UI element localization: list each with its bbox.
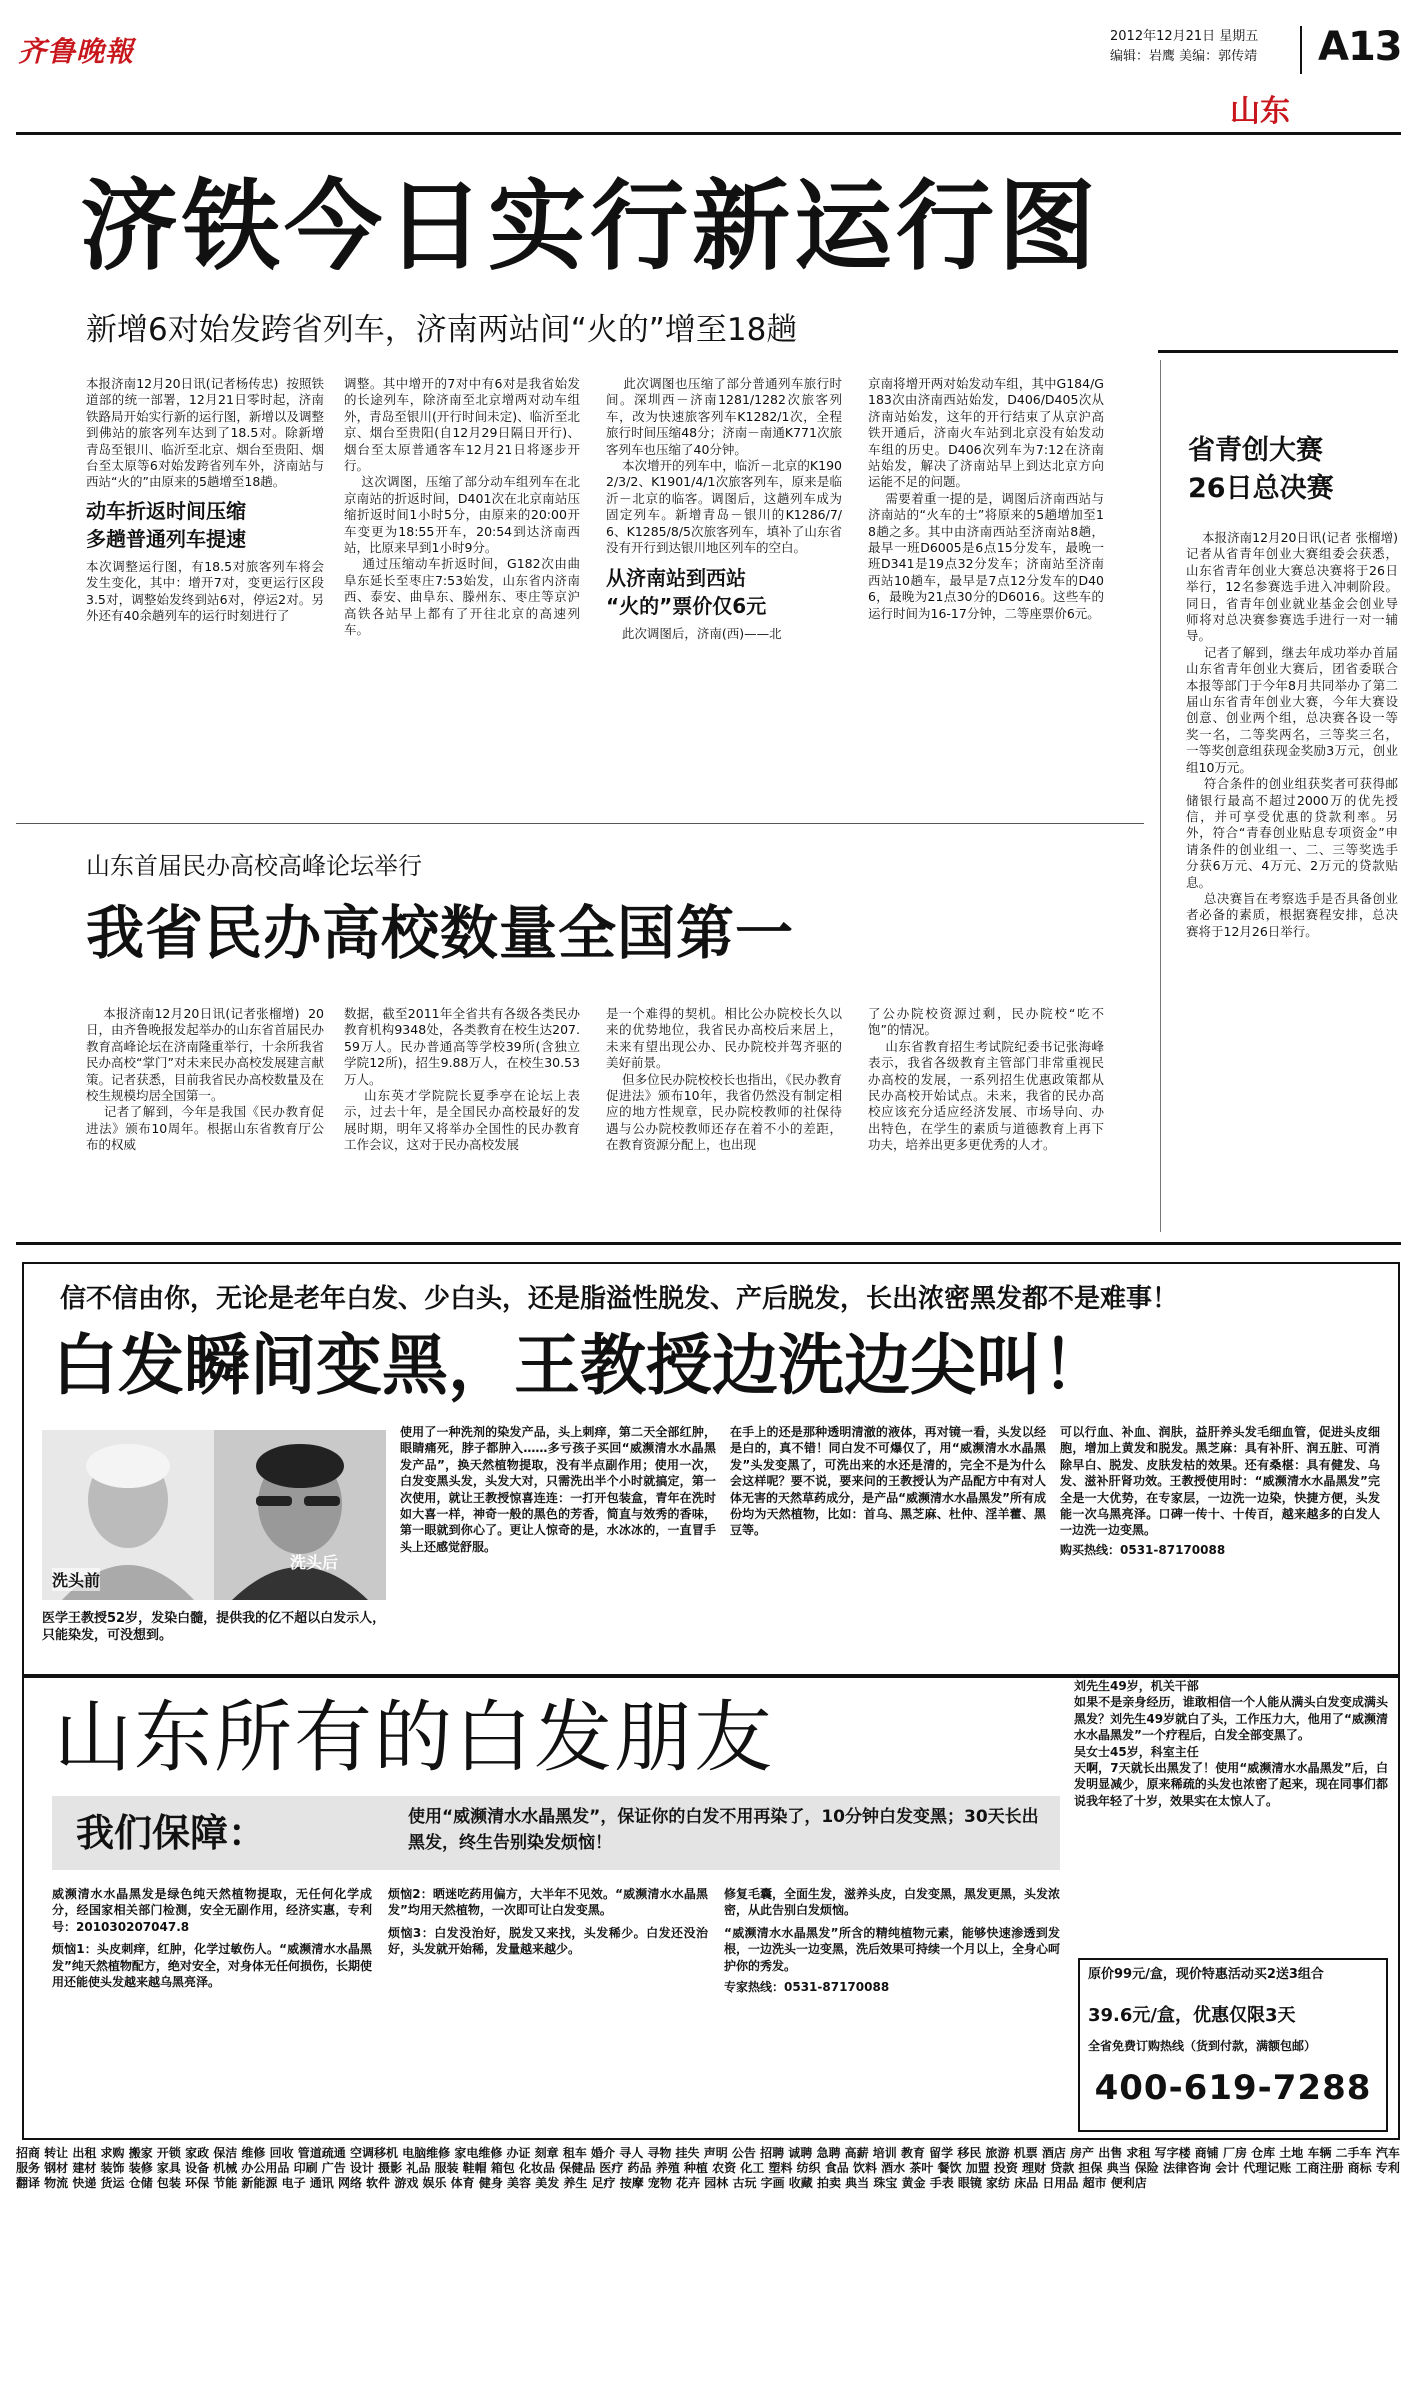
article1-col2-text: 调整。其中增开的7对中有6对是我省始发的长途列车，除济南至北京增两对动车组外，青岛至银川(开行时间未定)、临沂至北京、烟台至贵阳(自12月29日隔日开行)、烟台至太原普通客车12月21日将逐步开行。 这次调图，压缩了部分动车组列车在北京南站的折返时间，D401次在北京南站压缩折返时间1小时5分，由原来的20:00开车变更为18:55开车，20:54到达济南西站，比原来早到1小时9分。 通过压缩动车折返时间，G182次由曲阜东延长至枣庄7:53始发，山东省内济南西、泰安、曲阜东、滕州东、枣庄等京沪高铁各站早上都有了开往北京的高速列车。 (344, 376, 580, 638)
ad1-col2-text: 在手上的还是那种透明清澈的液体，再对镜一看，头发以经是白的，真不错！同白发不可爆仅了，用“威濒清水水晶黑发”头发变黑了，可洗出来的水还是清的，完全不是为什么会这样呢？要不说，要来问的王教授认为产品配方中有对人体无害的天然草药成分，是产品“威濒清水水晶黑发”所有成份均为天然植物，比如：首乌、黑芝麻、杜仲、淫羊藿、黑豆等。 (730, 1425, 1046, 1538)
ad2-testimonials (1074, 1678, 1388, 1948)
label-before: 洗头前 (52, 1568, 100, 1591)
article2-col4-text: 了公办院校资源过剩，民办院校“吃不饱”的情况。 山东省教育招生考试院纪委书记张海峰表示，我省各级教育主管部门非常重视民办高校的发展，一系列招生优惠政策都从民办高校开始试点。未来，我省的民办高校应该充分适应经济发展、市场导向、办出特色，在学生的素质与道德教育上再下功夫，培养出更多更优秀的人才。 (868, 1006, 1104, 1153)
ad2-hotline: 400-619-7288 (1094, 2068, 1372, 2108)
ad1-tagline: 信不信由你，无论是老年白发、少白头，还是脂溢性脱发、产后脱发，长出浓密黑发都不是难事！ (60, 1284, 1179, 1314)
article1-column-1 (86, 376, 324, 796)
ad1-column-3 (1060, 1424, 1380, 1660)
ad2-item-3: 烦恼2：晒迷吃药用偏方，大半年不见效。“威濒清水水晶黑发”均用天然植物，一次即可让白发变黑。 (388, 1887, 708, 1918)
ad2-item-2: 烦恼1：头皮刺痒，红肿，化学过敏伤人。“威濒清水水晶黑发”纯天然植物配方，绝对安全，对身体无任何损伤，长期使用还能使头发越来越乌黑亮泽。 (52, 1942, 372, 1990)
header-divider (1300, 26, 1302, 74)
article1-column-4 (868, 376, 1104, 796)
article2-column-1 (86, 1006, 324, 1232)
editors-line: 编辑：岩鹰 美编：郭传靖 (1110, 49, 1258, 64)
article2-column-2 (344, 1006, 580, 1232)
article2-column-4 (868, 1006, 1104, 1232)
article1-col3-text-2: 此次调图后，济南(西)——北 (606, 626, 782, 642)
date-line: 2012年12月21日 星期五 (1110, 29, 1259, 44)
editorial-bottom-rule (16, 1242, 1401, 1245)
article1-subheadline: 新增6对始发跨省列车，济南两站间“火的”增至18趟 (86, 312, 798, 348)
classifieds-text: 招商 转让 出租 求购 搬家 开锁 家政 保洁 维修 回收 管道疏通 空调移机 电脑维修 家电维修 办证 刻章 租车 婚介 寻人 寻物 挂失 声明 公告 招聘 诚聘 急聘 高薪 培训 教育 留学 移民 旅游 机票 酒店 房产 出售 求租 写字楼 商铺 厂房 仓库 土地 车辆 二手车 汽车服务 钢材 建材 装饰 装修 家具 设备 机械 办公用品 印刷 广告 设计 摄影 礼品 服装 鞋帽 箱包 化妆品 保健品 医疗 药品 养殖 种植 农资 化工 塑料 纺织 食品 饮料 酒水 茶叶 餐饮 加盟 投资 理财 贷款 担保 典当 保险 法律咨询 会计 代理记账 工商注册 商标 专利 翻译 物流 快递 货运 仓储 包装 环保 节能 新能源 电子 通讯 网络 软件 游戏 娱乐 体育 健身 美容 美发 养生 足疗 按摩 宠物 花卉 园林 古玩 字画 收藏 拍卖 典当 珠宝 黄金 手表 眼镜 家纺 床品 日用品 超市 便利店 (16, 2146, 1405, 2190)
article2-col3-text: 是一个难得的契机。相比公办院校长久以来的优势地位，我省民办高校后来居上，未来有望出现公办、民办院校并驾齐驱的美好前景。 但多位民办院校校长也指出，《民办教育促进法》颁布10年，我省仍然没有制定相应的地方性规章，民办院校教师的社保待遇与公办院校教师还存在着不小的差距，在教育资源分配上，也出现 (606, 1006, 842, 1153)
ad2-column-1 (52, 1886, 372, 2126)
article-divider (16, 823, 1144, 824)
ad2-delivery: 全省免费订购热线（货到付款，满额包邮） (1088, 2039, 1317, 2053)
sidebar-body (1186, 530, 1398, 1230)
ad1-phone: 购买热线：0531-87170088 (1060, 1542, 1226, 1557)
section-name: 山东 (1230, 94, 1290, 129)
ad2-item-4: 烦恼3：白发没治好，脱发又来找，头发稀少。白发还没治好，头发就开始稀，发量越来越少。 (388, 1925, 708, 1957)
ad2-column-2 (388, 1886, 708, 2126)
newspaper-masthead: 齐鲁晚報 (18, 35, 135, 68)
ad2-guarantee-band (52, 1796, 1060, 1870)
ad1-col1-text: 使用了一种洗剂的染发产品，头上刺痒，第二天全部红肿，眼睛痛死，脖子都肿入……多亏孩子买回“威濒清水水晶黑发产品”，换天然植物提取，没有半点副作用；使用一次，白发变黑头发，头发大对，只需洗出半个小时就搞定，第一次使用，就让王教授惊喜连连：一打开包装盒，青年在洗时如大喜一样，神奇一般的黑色的芳香，简直与效秀的香味，第一眼就到你心了。更让人惊奇的是，水冰冰的，一直冒手头上还感觉舒服。 (400, 1425, 716, 1554)
article1-col1-text: 本报济南12月20日讯(记者杨传忠) 按照铁道部的统一部署，12月21日零时起，济南铁路局开始实行新的运行图，新增以及调整到佛站的旅客列车达到了18.5对。除新增青岛至银川、临沂至北京、烟台至贵阳、烟台至太原等6对始发跨省列车外，济南站与西站“火的”由原来的5趟增至18趟。 (86, 376, 324, 490)
hair-ad-1 (22, 1262, 1400, 1678)
article2-headline: 我省民办高校数量全国第一 (86, 899, 795, 967)
article2-col1-text: 本报济南12月20日讯(记者张榴增) 20日，由齐鲁晚报发起举办的山东省首届民办教育高峰论坛在济南隆重举行，十余所我省民办高校“掌门”对未来民办高校发展建言献策。记者获悉，目前我省民办高校数量及在校生规模均居全国第一。 记者了解到，今年是我国《民办教育促进法》颁布10周年。根据山东省教育厅公布的权威 (86, 1006, 324, 1153)
ad2-item-6: “威濒清水水晶黑发”所含的精纯植物元素，能够快速渗透到发根，一边洗头一边变黑，洗后效果可持续一个月以上，全身心呵护你的秀发。 (724, 1925, 1061, 1973)
ad2-price: 39.6元/盒，优惠仅限3天 (1088, 2005, 1296, 2026)
article1-subhead-2: 从济南站到西站 “火的”票价仅6元 (606, 566, 767, 619)
ad1-col3-text: 可以行血、补血、润肤，益肝养头发毛细血管，促进头皮细胞，增加上黄发和脱发。黑芝麻：具有补肝、润五脏、可消除早白、脱发、皮肤发枯的效果。还有桑椹：具有健发、乌发、滋补肝肾功效。王教授使用时：“威濒清水水晶黑发”完全是一大优势，在专家层，一边洗一边染，快捷方便，头发能一次乌黑亮泽。口碑一传十、十传百，越来越多的白发人一边洗一边变黑。 (1060, 1425, 1380, 1538)
ad2-headline: 山东所有的白发朋友 (54, 1693, 775, 1783)
article1-column-2 (344, 376, 580, 796)
article1-col3-text: 此次调图也压缩了部分普通列车旅行时间。深圳西－济南1281/1282次旅客列车，改为快速旅客列车K1282/1次，全程旅行时间压缩48分；济南－南通K771次旅客列车也压缩了40分钟。 本次增开的列车中，临沂－北京的K1902/3/2、K1901/4/1次旅客列车，原来是临沂－北京的临客。调图后，这趟列车成为固定列车。新增青岛－银川的K1286/7/6、K1285/8/5次旅客列车，填补了山东省没有开行到达银川地区列车的空白。 (606, 376, 842, 556)
classifieds-area (16, 2146, 1405, 2372)
article1-headline: 济铁今日实行新运行图 (80, 169, 1101, 284)
ad1-photo (42, 1430, 386, 1600)
ad1-column-1 (400, 1424, 716, 1660)
ad1-column-2 (730, 1424, 1046, 1660)
ad2-item-5: 修复毛囊，全面生发，滋养头皮，白发变黑，黑发更黑，头发浓密，从此告别白发烦恼。 (724, 1887, 1061, 1918)
ad2-price-box (1078, 1958, 1388, 2132)
ad2-item-1: 威濒清水水晶黑发是绿色纯天然植物提取，无任何化学成分，经国家相关部门检测，安全无副作用，经济实惠，专利号：201030207047.8 (52, 1887, 372, 1934)
article1-column-3 (606, 376, 842, 796)
article1-subhead-1: 动车折返时间压缩 多趟普通列车提速 (86, 498, 246, 551)
sidebar-divider (1160, 360, 1161, 1232)
article1-col1-text-2: 本次调整运行图，有18.5对旅客列车将会发生变化，其中：增开7对，变更运行区段3.5对，调整始发终到站6对，停运2对。另外还有40余趟列车的运行时刻进行了 (86, 558, 324, 624)
ad2-column-3 (724, 1886, 1060, 2126)
ad2-price-intro: 原价99元/盒，现价特惠活动买2送3组合 (1088, 1967, 1324, 1982)
ad2-phone: 专家热线：0531-87170088 (724, 1980, 890, 1995)
page-code: A13 (1318, 24, 1402, 70)
article2-col2-text: 数据，截至2011年全省共有各级各类民办教育机构9348处，各类教育在校生达207.59万人。民办普通高等学校39所(含独立学院12所)，招生9.88万人，在校生30.53万人。 山东英才学院院长夏季亭在论坛上表示，过去十年，是全国民办高校最好的发展时期，明年又将举办全国性的民办教育工作会议，这对于民办高校发展 (344, 1006, 580, 1153)
label-after: 洗头后 (290, 1553, 339, 1572)
sidebar-title: 省青创大赛 26日总决赛 (1188, 435, 1334, 504)
article1-col4-text: 京南将增开两对始发动车组，其中G184/G183次由济南西站始发，D406/D405次从济南站始发，这年的开行结束了从京沪高铁开通后，济南火车站到北京没有始发动车组的历史。D406次列车为7:12在济南站始发，解决了济南站早上到达北京方向运能不足的问题。 需要着重一提的是，调图后济南西站与济南站的“火车的士”将原来的5趟增加至18趟之多。其中由济南西站至济南站8趟，最早一班D6005是6点15分发车，最晚一班D341是19点32分发车；济南站至济南西站10趟车，最早是7点12分发车的D406，最晚为21点30分的D6016。这些车的运行时间为16-17分钟，二等座票价6元。 (868, 376, 1104, 621)
sidebar-text: 本报济南12月20日讯(记者 张榴增) 记者从省青年创业大赛组委会获悉，山东省青年创业大赛总决赛将于26日举行，12名参赛选手进入冲刺阶段。同日，省青年创业就业基金会创业导师将对总决赛参赛选手进行一对一辅导。 记者了解到，继去年成功举办首届山东省青年创业大赛后，团省委联合本报等部门于今年8月共同举办了第二届山东省青年创业大赛，今年大赛设创意、创业两个组，总决赛各设一等奖一名，二等奖两名，三等奖三名，一等奖创意组获现金奖励3万元，创业组10万元。 符合条件的创业组获奖者可获得邮储银行最高不超过2000万的优先授信，并可享受优惠的贷款利率。另外，符合“青春创业贴息专项资金”申请条件的创业组一、二、三等奖选手分获6万元、4万元、2万元的贷款贴息。 总决赛旨在考察选手是否具备创业者必备的素质，根据赛程安排，总决赛将于12月26日举行。 (1186, 530, 1398, 939)
hair-ad-2 (22, 1674, 1400, 2140)
header-rule (16, 132, 1401, 135)
sidebar-top-rule (1158, 350, 1398, 353)
ad2-guarantee-title: 我们保障： (76, 1810, 267, 1855)
article2-kicker: 山东首届民办高校高峰论坛举行 (86, 852, 422, 880)
ad1-caption: 医学王教授52岁，发染白髓，提供我的亿不超以白发示人，只能染发，可没想到。 (42, 1611, 386, 1643)
ad2-testimonial-text: 刘先生49岁，机关干部 如果不是亲身经历，谁敢相信一个人能从满头白发变成满头黑发？刘先生49岁就白了头，工作压力大，他用了“威濒清水水晶黑发”一个疗程后，白发全部变黑了。 吴女士45岁，科室主任 天啊，7天就长出黑发了！使用“威濒清水水晶黑发”后，白发明显减少，原来稀疏的头发也浓密了起来，现在同事们都说我年轻了十岁，效果实在太惊人了。 (1074, 1679, 1388, 1808)
ad2-guarantee-text: 使用“威濒清水水晶黑发”，保证你的白发不用再染了，10分钟白发变黑；30天长出黑发，终生告别染发烦恼！ (408, 1807, 1039, 1853)
article2-column-3 (606, 1006, 842, 1232)
ad1-headline: 白发瞬间变黑，王教授边洗边尖叫！ (52, 1326, 1108, 1404)
